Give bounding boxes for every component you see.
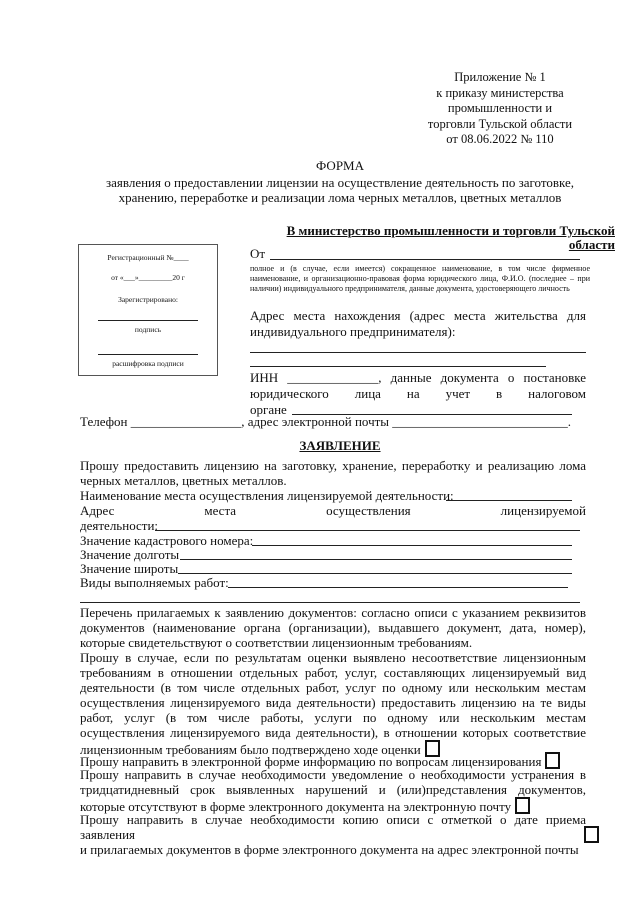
inn-line: юридического лица на учет в налоговом xyxy=(250,386,586,401)
work-types-label: Виды выполняемых работ: xyxy=(80,575,229,590)
appendix-block xyxy=(405,70,595,148)
stamp-sign-label: подпись xyxy=(134,325,162,334)
stamp-reg-number: Регистрационный №____ xyxy=(107,253,189,262)
copy-paragraph xyxy=(80,812,586,857)
statement-heading: ЗАЯВЛЕНИЕ xyxy=(299,438,381,453)
form-title-line: заявления о предоставлении лицензии на осуществление деятельность по заготовке, xyxy=(105,175,574,190)
activity-label: деятельности: xyxy=(80,518,159,533)
appendix-line: промышленности и xyxy=(447,101,553,115)
appendix-line: торговли Тульской области xyxy=(427,116,573,131)
from-field[interactable] xyxy=(270,259,580,260)
info-text: Прошу направить в электронной форме информацию по вопросам лицензирования xyxy=(80,754,542,769)
cadastral-field[interactable] xyxy=(252,545,572,546)
documents-paragraph: Перечень прилагаемых к заявлению документов: согласно описи с указанием реквизитов документов (наименование органа (организации), выдавшего документ, дата, номер), которые свидетельствуют о соответствии лицензионным требованиям. xyxy=(80,605,586,650)
statement-p1: Прошу предоставить лицензию на заготовку, хранение, переработку и реализацию лома черных металлов, цветных металлов. xyxy=(80,458,586,488)
inn-line: ИНН ______________, данные документа о постановке xyxy=(250,370,586,385)
address-label: Адрес места нахождения (адрес места жительства для индивидуального предпринимателя): xyxy=(250,308,586,339)
form-title-line: хранению, переработке и реализации лома черных металлов, цветных металлов xyxy=(118,190,562,205)
stamp-decode-label: расшифровка подписи xyxy=(112,359,184,368)
work-types-field-2[interactable] xyxy=(80,602,580,603)
address-field-2[interactable] xyxy=(250,366,546,367)
copy-line: и прилагаемых документов в форме электронного документа на адрес электронной почты xyxy=(80,842,579,857)
stamp-date: от «___»_________20 г xyxy=(111,273,185,282)
inn-block xyxy=(250,370,586,418)
form-title xyxy=(60,158,620,205)
place-address-label: Адрес места осуществления лицензируемой xyxy=(80,503,586,518)
from-note: полное и (в случае, если имеется) сокращенное наименование, в том числе фирменное наименование, и организационно-правовая форма юридического лица, Ф.И.О. (последнее – при наличии) индивидуального предпринимателя, данные документа, удостоверяющего личность xyxy=(250,264,590,293)
address-field-1[interactable] xyxy=(250,352,586,353)
inn-line: органе xyxy=(250,402,287,417)
stamp-sign-line xyxy=(79,311,217,321)
notice-paragraph xyxy=(80,767,586,814)
notice-text: Прошу направить в случае необходимости уведомление о необходимости устранения в тридцатидневный срок выявленных нарушений и (или)представления документов, которые отсутствуют в форме электронного документа на электронную почту xyxy=(80,767,586,814)
appendix-line: Приложение № 1 xyxy=(454,70,546,84)
addressee-line: В министерство промышленности и торговли Тульской xyxy=(286,223,615,238)
longitude-label: Значение долготы xyxy=(80,547,180,562)
partial-license-paragraph xyxy=(80,650,586,757)
appendix-line: от 08.06.2022 № 110 xyxy=(446,132,554,146)
latitude-label: Значение широты xyxy=(80,561,179,576)
place-name-label: Наименование места осуществления лицензируемой деятельности: xyxy=(80,488,454,503)
stamp-registered: Зарегистрировано: xyxy=(118,295,178,304)
work-types-field-1[interactable] xyxy=(228,587,568,588)
addressee xyxy=(250,224,615,252)
partial-license-text: Прошу в случае, если по результатам оценки выявлено несоответствие лицензионным требованиям в отношении отдельных работ, услуг, составляющих лицензируемый вид деятельности (в том числе отдельных работ, услуг по одному или нескольким местам осуществления лицензируемого вида деятельности) предоставить лицензию на те виды работ, услуг (в том числе работы, услуги по одному или нескольким местам осуществления лицензируемого вида деятельности), в отношении которых соответствие лицензионным требованиям было подтверждено ходе оценки xyxy=(80,650,586,757)
from-label: От xyxy=(250,246,266,261)
addressee-line: области xyxy=(568,237,615,252)
place-name-field[interactable] xyxy=(446,500,572,501)
copy-checkbox[interactable] xyxy=(584,826,599,843)
latitude-field[interactable] xyxy=(178,573,572,574)
copy-line: Прошу направить в случае необходимости копию описи с отметкой о дате приема заявления xyxy=(80,812,586,842)
activity-field[interactable] xyxy=(155,530,580,531)
longitude-field[interactable] xyxy=(180,559,572,560)
phone-email-line: Телефон _________________, адрес электронной почты ___________________________. xyxy=(80,414,572,429)
cadastral-label: Значение кадастрового номера: xyxy=(80,533,254,548)
form-title-word: ФОРМА xyxy=(316,158,364,173)
appendix-line: к приказу министерства xyxy=(436,85,564,100)
stamp-decode-line xyxy=(79,345,217,355)
registration-stamp xyxy=(78,244,218,376)
